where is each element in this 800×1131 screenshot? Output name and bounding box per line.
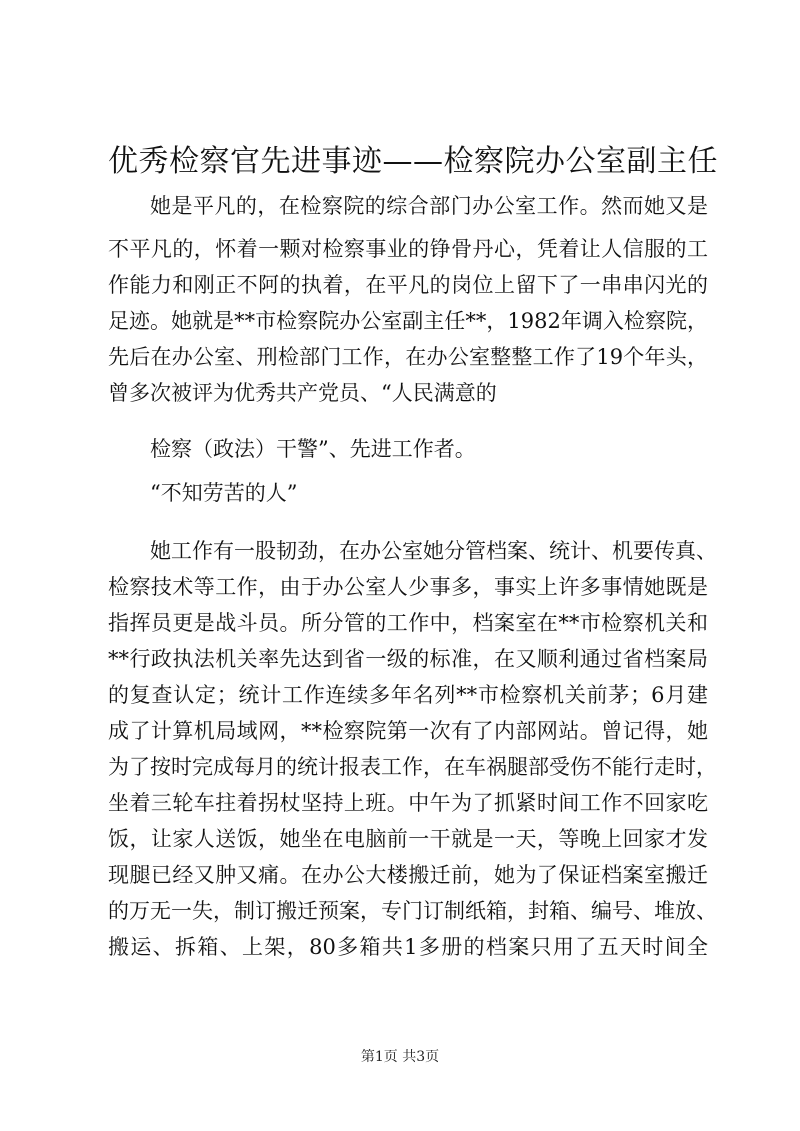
paragraph-line: 坐着三轮车拄着拐杖坚持上班。中午为了抓紧时间工作不回家吃	[108, 791, 708, 815]
paragraph-line: 现腿已经又肿又痛。在办公大楼搬迁前，她为了保证档案室搬迁	[108, 863, 708, 887]
paragraph-line: 为了按时完成每月的统计报表工作，在车祸腿部受伤不能行走时，	[108, 755, 717, 779]
paragraph-line: 她是平凡的，在检察院的综合部门办公室工作。然而她又是	[150, 194, 708, 218]
paragraph-line: 作能力和刚正不阿的执着，在平凡的岗位上留下了一串串闪光的	[108, 273, 708, 297]
paragraph-line: 她工作有一股韧劲，在办公室她分管档案、统计、机要传真、	[150, 539, 717, 563]
paragraph-line: 的万无一失，制订搬迁预案，专门订制纸箱，封箱、编号、堆放、	[108, 899, 717, 923]
document-title: 优秀检察官先进事迹——检察院办公室副主任	[108, 144, 718, 179]
page-footer: 第1页 共3页	[360, 1049, 440, 1065]
paragraph-line: 检察（政法）干警”、先进工作者。	[150, 437, 476, 461]
paragraph-line: 不平凡的，怀着一颗对检察事业的铮骨丹心，凭着让人信服的工	[108, 237, 708, 261]
paragraph-line: 搬运、拆箱、上架，80多箱共1多册的档案只用了五天时间全	[108, 935, 708, 959]
section-heading: “不知劳苦的人”	[150, 481, 298, 505]
paragraph-line: 指挥员更是战斗员。所分管的工作中，档案室在**市检察机关和	[108, 611, 708, 635]
paragraph-line: 的复查认定；统计工作连续多年名列**市检察机关前茅；6月建	[108, 683, 708, 707]
paragraph-line: 饭，让家人送饭，她坐在电脑前一干就是一天，等晚上回家才发	[108, 827, 708, 851]
paragraph-line: **行政执法机关率先达到省一级的标准，在又顺利通过省档案局	[108, 647, 708, 671]
paragraph-line: 检察技术等工作，由于办公室人少事多，事实上许多事情她既是	[108, 575, 708, 599]
paragraph-line: 曾多次被评为优秀共产党员、“人民满意的	[108, 381, 497, 405]
paragraph-line: 先后在办公室、刑检部门工作，在办公室整整工作了19个年头，	[108, 345, 708, 369]
paragraph-line: 足迹。她就是**市检察院办公室副主任**，1982年调入检察院，	[108, 309, 708, 333]
paragraph-line: 成了计算机局域网，**检察院第一次有了内部网站。曾记得，她	[108, 719, 708, 743]
